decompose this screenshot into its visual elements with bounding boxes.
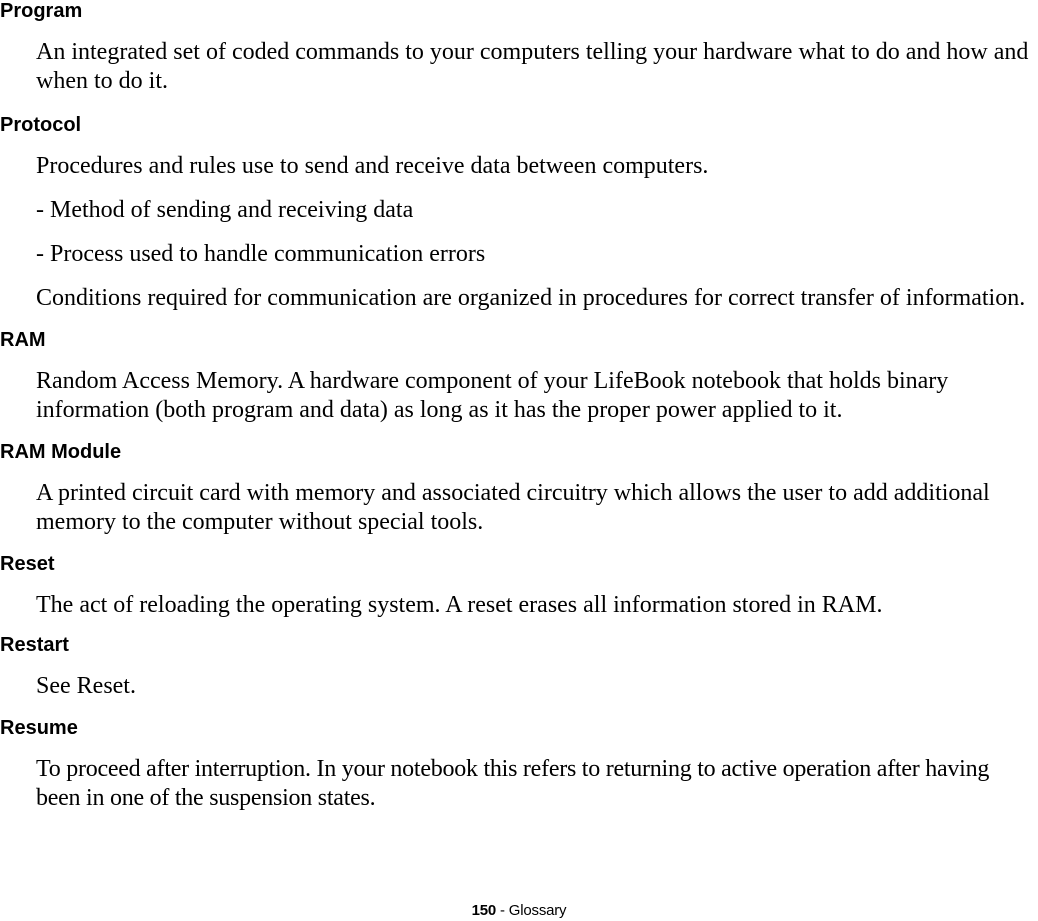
definition-paragraph: Procedures and rules use to send and receive data between computers. — [36, 153, 709, 179]
footer-section: Glossary — [508, 902, 567, 919]
definition-paragraph: A printed circuit card with memory and associated circuitry which allows the user to add additional memory to the computer without special tools. — [36, 480, 990, 535]
page-number: 150 — [471, 902, 497, 919]
definition-paragraph: To proceed after interruption. In your notebook this refers to returning to active operation after having been in one of the suspension states. — [36, 756, 990, 811]
definition-paragraph: Random Access Memory. A hardware component of your LifeBook notebook that holds binary information (both program and data) as long as it has the proper power applied to it. — [36, 368, 949, 423]
glossary-entry-protocol — [0, 114, 1038, 313]
definition-paragraph: See Reset. — [36, 673, 136, 699]
glossary-term: RAM Module — [0, 441, 122, 463]
glossary-term: Restart — [0, 634, 69, 656]
definition-paragraph: - Method of sending and receiving data — [36, 197, 414, 223]
page-footer — [0, 902, 1038, 920]
glossary-entry-ram — [0, 329, 1038, 425]
glossary-term: RAM — [0, 329, 46, 351]
definition-paragraph: The act of reloading the operating system. A reset erases all information stored in RAM. — [36, 592, 883, 618]
glossary-entry-resume — [0, 717, 1038, 813]
glossary-term: Resume — [0, 717, 78, 739]
definition-paragraph: - Process used to handle communication errors — [36, 241, 486, 267]
definition-paragraph: Conditions required for communication are organized in procedures for correct transfer of information. — [36, 285, 1026, 311]
glossary-term: Protocol — [0, 114, 82, 136]
glossary-entry-ram-module — [0, 441, 1038, 537]
footer-separator: - — [496, 902, 509, 919]
glossary-term: Reset — [0, 553, 55, 575]
glossary-term: Program — [0, 0, 83, 22]
definition-paragraph: An integrated set of coded commands to your computers telling your hardware what to do and how and when to do it. — [36, 39, 1029, 94]
glossary-entry-program — [0, 0, 1038, 96]
glossary-entry-restart — [0, 634, 1038, 701]
glossary-entry-reset — [0, 553, 1038, 620]
